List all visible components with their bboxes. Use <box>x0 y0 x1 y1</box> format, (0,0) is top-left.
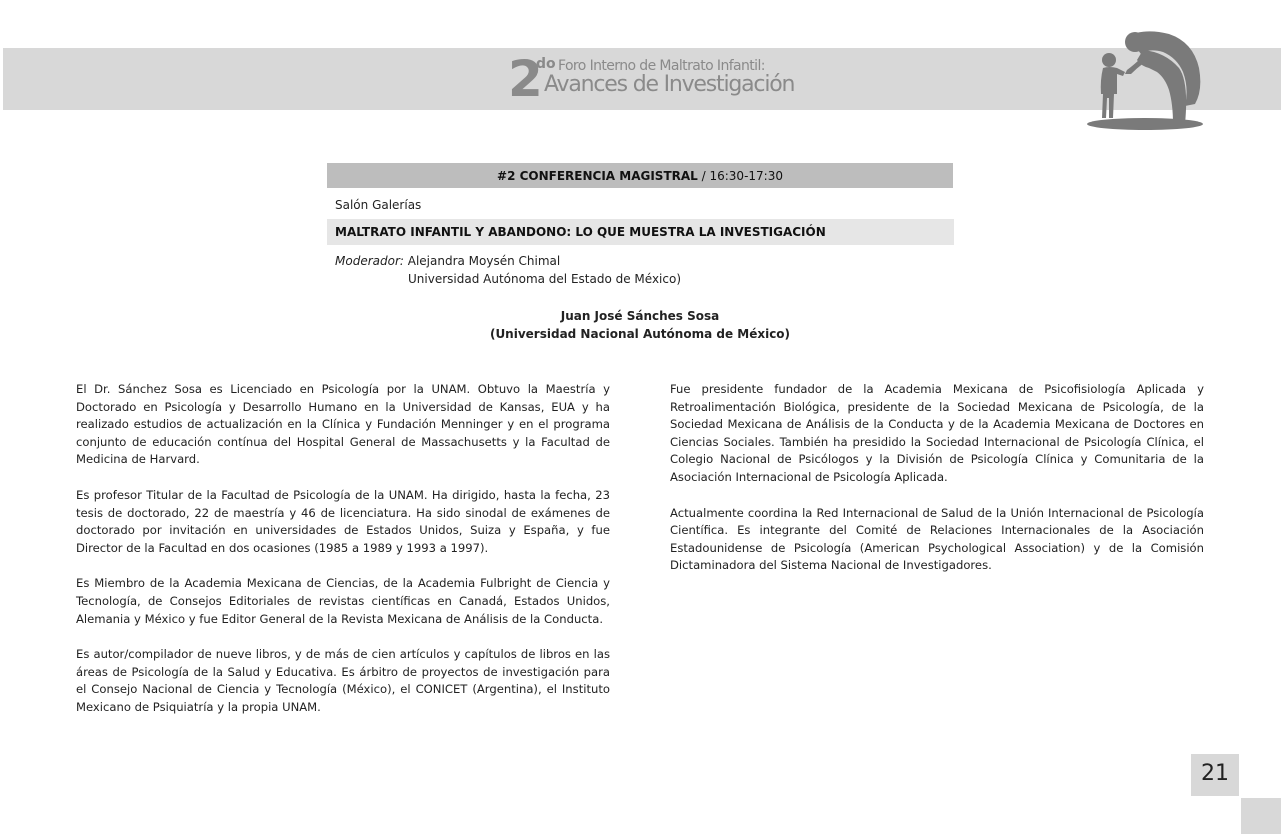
logo-line2: Avances de Investigación <box>544 72 795 97</box>
bio-paragraph: Fue presidente fundador de la Academia Mexicana de Psicofisiología Aplicada y Retroalimentación Biológica, presidente de la Sociedad Mexicana de Psicología, de la Sociedad Mexicana de Análisis de la Conducta y de la Academia Mexicana de Doctores en Ciencias Sociales. También ha presidido la Sociedad Internacional de Psicología Clínica, el Colegio Nacional de Psicólogos y la División de Psicología Clínica y Comunitaria de la Asociación Internacional de Psicología Aplicada. <box>670 382 1204 484</box>
bio-left-column <box>76 381 610 735</box>
session-label: #2 CONFERENCIA MAGISTRAL <box>497 169 698 183</box>
page-number: 21 <box>1191 754 1239 796</box>
session-header-bar <box>327 163 953 188</box>
adult-child-silhouette-icon <box>1085 28 1205 132</box>
moderator-block <box>335 252 681 288</box>
bio-paragraph: El Dr. Sánchez Sosa es Licenciado en Psicología por la UNAM. Obtuvo la Maestría y Doctorado en Psicología y Desarrollo Humano en la Universidad de Kansas, EUA y ha realizado estudios de actualización en la Clínica y Fundación Menninger y en el programa conjunto de educación contínua del Hospital General de Massachusetts y la Facultad de Medicina de Harvard. <box>76 382 610 467</box>
bio-paragraph: Es autor/compilador de nueve libros, y de más de cien artículos y capítulos de libros en las áreas de Psicología de la Salud y Educativa. Es árbitro de proyectos de investigación para el Consejo Nacional de Ciencia y Tecnología (México), el CONICET (Argentina), el Instituto Mexicano de Psiquiatría y la propia UNAM. <box>76 647 610 714</box>
corner-block <box>1241 798 1281 834</box>
logo-number: 2 <box>508 50 541 108</box>
bio-right-column <box>670 381 1204 593</box>
speaker-block <box>327 307 953 343</box>
moderator-label: Moderador: <box>335 254 404 268</box>
session-room: Salón Galerías <box>335 198 422 212</box>
bio-paragraph: Es profesor Titular de la Facultad de Psicología de la UNAM. Ha dirigido, hasta la fecha, 23 tesis de doctorado, 22 de maestría y 46 de licenciatura. Ha sido sinodal de exámenes de doctorado por invitación en universidades de Estados Unidos, Suiza y España, y fue Director de la Facultad en dos ocasiones (1985 a 1989 y 1993 a 1997). <box>76 487 610 555</box>
moderator-name: Alejandra Moysén Chimal <box>403 254 561 268</box>
logo-line1: Foro Interno de Maltrato Infantil: <box>558 58 765 74</box>
session-time: / 16:30-17:30 <box>697 169 783 183</box>
session-title: MALTRATO INFANTIL Y ABANDONO: LO QUE MUESTRA LA INVESTIGACIÓN <box>335 225 826 239</box>
speaker-affiliation: (Universidad Nacional Autónoma de México) <box>489 327 791 341</box>
bio-paragraph: Actualmente coordina la Red Internacional de Salud de la Unión Internacional de Psicología Científica. Es integrante del Comité de Relaciones Internacionales de la Asociación Estadounidense de Psicología (American Psychological Association) y de la Comisión Dictaminadora del Sistema Nacional de Investigadores. <box>670 505 1204 573</box>
speaker-name: Juan José Sánches Sosa <box>560 309 720 323</box>
bio-paragraph: Es Miembro de la Academia Mexicana de Ciencias, de la Academia Fulbright de Ciencia y Tecnología, de Consejos Editoriales de revistas científicas en Canadá, Estados Unidos, Alemania y México y fue Editor General de la Revista Mexicana de Análisis de la Conducta. <box>76 576 610 626</box>
logo-superscript: do <box>536 56 556 72</box>
session-title-bar <box>327 219 954 245</box>
moderator-affiliation: Universidad Autónoma del Estado de México) <box>408 272 682 286</box>
